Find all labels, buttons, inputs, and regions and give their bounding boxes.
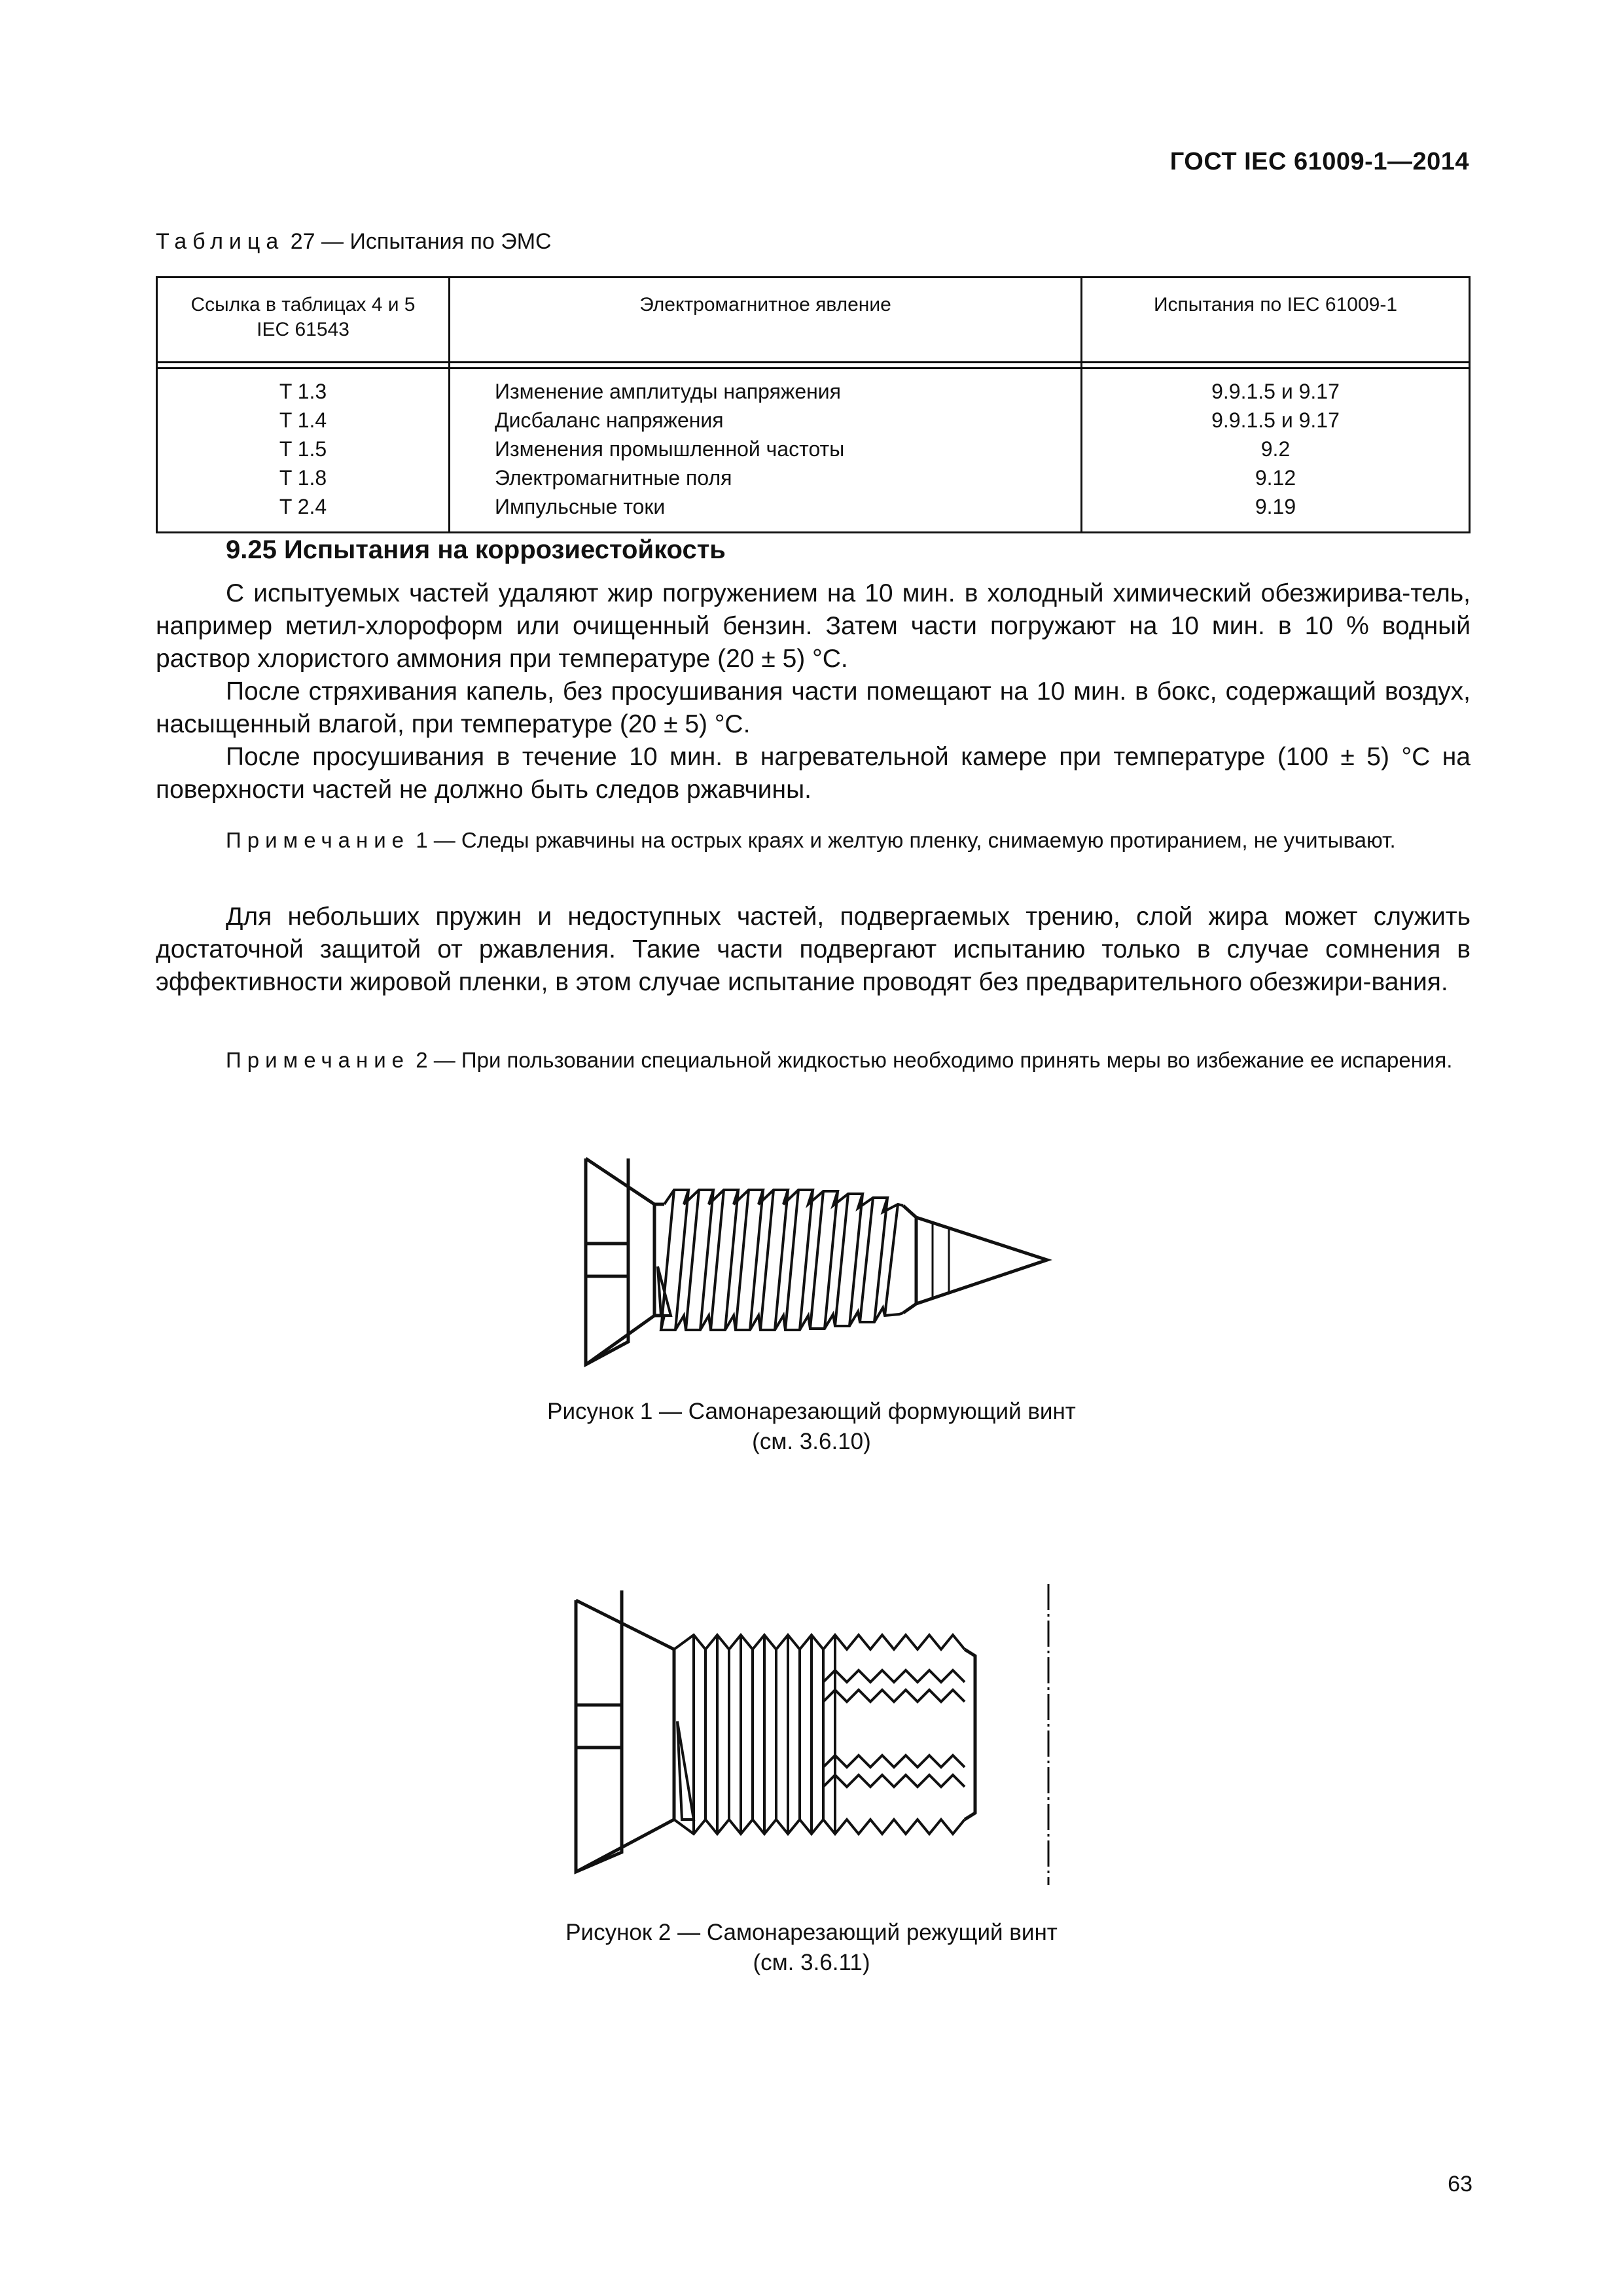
header-separator — [157, 363, 1470, 368]
note-label: Примечание — [226, 828, 410, 852]
page-number: 63 — [1448, 2172, 1472, 2197]
note-label: Примечание — [226, 1048, 410, 1072]
table-caption-text: 27 — Испытания по ЭМС — [290, 229, 552, 254]
table-cell: T 1.8 — [279, 466, 327, 490]
note-1 — [156, 826, 1471, 855]
table-body-row — [157, 368, 1470, 533]
standard-code: ГОСТ IEC 61009-1—2014 — [1169, 148, 1469, 175]
header-phenomenon: Электромагнитное явление — [450, 278, 1082, 363]
table-cell: Изменение амплитуды напряжения — [495, 380, 841, 403]
table-cell: Электромагнитные поля — [495, 466, 732, 490]
table-cell: 9.9.1.5 и 9.17 — [1211, 380, 1340, 403]
note-text: 1 — Следы ржавчины на острых краях и желтую пленку, снимаемую протиранием, не учитывают. — [416, 828, 1396, 852]
thread-forming-screw-drawing — [576, 1152, 1060, 1374]
ems-tests-table — [156, 276, 1471, 533]
note-2 — [156, 1046, 1471, 1075]
figure2-caption-ref: (см. 3.6.11) — [753, 1950, 870, 1975]
paragraph-springs: Для небольших пружин и недоступных частей, подвергаемых трению, слой жира может служить достаточной защитой от ржавления. Такие части подвергают испытанию только в случае сомнения в эффективности жировой пленки, в этом случае испытание проводят без предварительного обезжири-вания. — [156, 903, 1471, 996]
table-cell: T 1.4 — [279, 408, 327, 432]
figure2-caption-title: Рисунок 2 — Самонарезающий режущий винт — [565, 1920, 1058, 1945]
section-title: 9.25 Испытания на коррозиестойкость — [226, 535, 726, 564]
table-caption — [156, 229, 552, 255]
figure1-caption-ref: (см. 3.6.10) — [752, 1429, 871, 1454]
header-reference-line2: IEC 61543 — [257, 319, 349, 340]
figure1-caption-title: Рисунок 1 — Самонарезающий формующий винт — [547, 1399, 1076, 1424]
table-cell: 9.2 — [1260, 437, 1291, 461]
table-cell: 9.19 — [1255, 495, 1296, 518]
header-reference — [157, 278, 450, 363]
header-reference-line1: Ссылка в таблицах 4 и 5 — [190, 294, 416, 315]
paragraph-humidity-box: После стряхивания капель, без просушивания части помещают на 10 мин. в бокс, содержащий воздух, насыщенный влагой, при температуре (20 ± 5) °С. — [156, 677, 1471, 738]
table-header-row — [157, 278, 1470, 363]
tests-column — [1082, 368, 1470, 533]
note-text: 2 — При пользовании специальной жидкостью необходимо принять меры во избежание ее испарения. — [416, 1048, 1453, 1072]
paragraph-degreasing: С испытуемых частей удаляют жир погружением на 10 мин. в холодный химический обезжирива-тель, например метил-хлороформ или очищенный бензин. Затем части погружают на 10 мин. в 10 % водный раствор хлористого аммония при температуре (20 ± 5) °С. — [156, 579, 1471, 673]
table-cell: T 1.5 — [279, 437, 327, 461]
phenomenon-column — [450, 368, 1082, 533]
table-cell: T 1.3 — [279, 380, 327, 403]
table-caption-word: Таблица — [156, 229, 285, 254]
thread-cutting-screw-drawing — [563, 1584, 1067, 1885]
reference-column — [157, 368, 450, 533]
figure1-caption — [0, 1397, 1623, 1457]
figure2-caption — [0, 1918, 1623, 1978]
table-cell: Импульсные токи — [495, 495, 666, 518]
paragraph-drying: После просушивания в течение 10 мин. в нагревательной камере при температуре (100 ± 5) °С на поверхности частей не должно быть следов ржавчины. — [156, 743, 1471, 804]
table-cell: T 2.4 — [279, 495, 327, 518]
table-cell: Изменения промышленной частоты — [495, 437, 845, 461]
table-cell: 9.12 — [1255, 466, 1296, 490]
table-cell: 9.9.1.5 и 9.17 — [1211, 408, 1340, 432]
header-tests: Испытания по IEC 61009-1 — [1082, 278, 1470, 363]
table-cell: Дисбаланс напряжения — [495, 408, 724, 432]
